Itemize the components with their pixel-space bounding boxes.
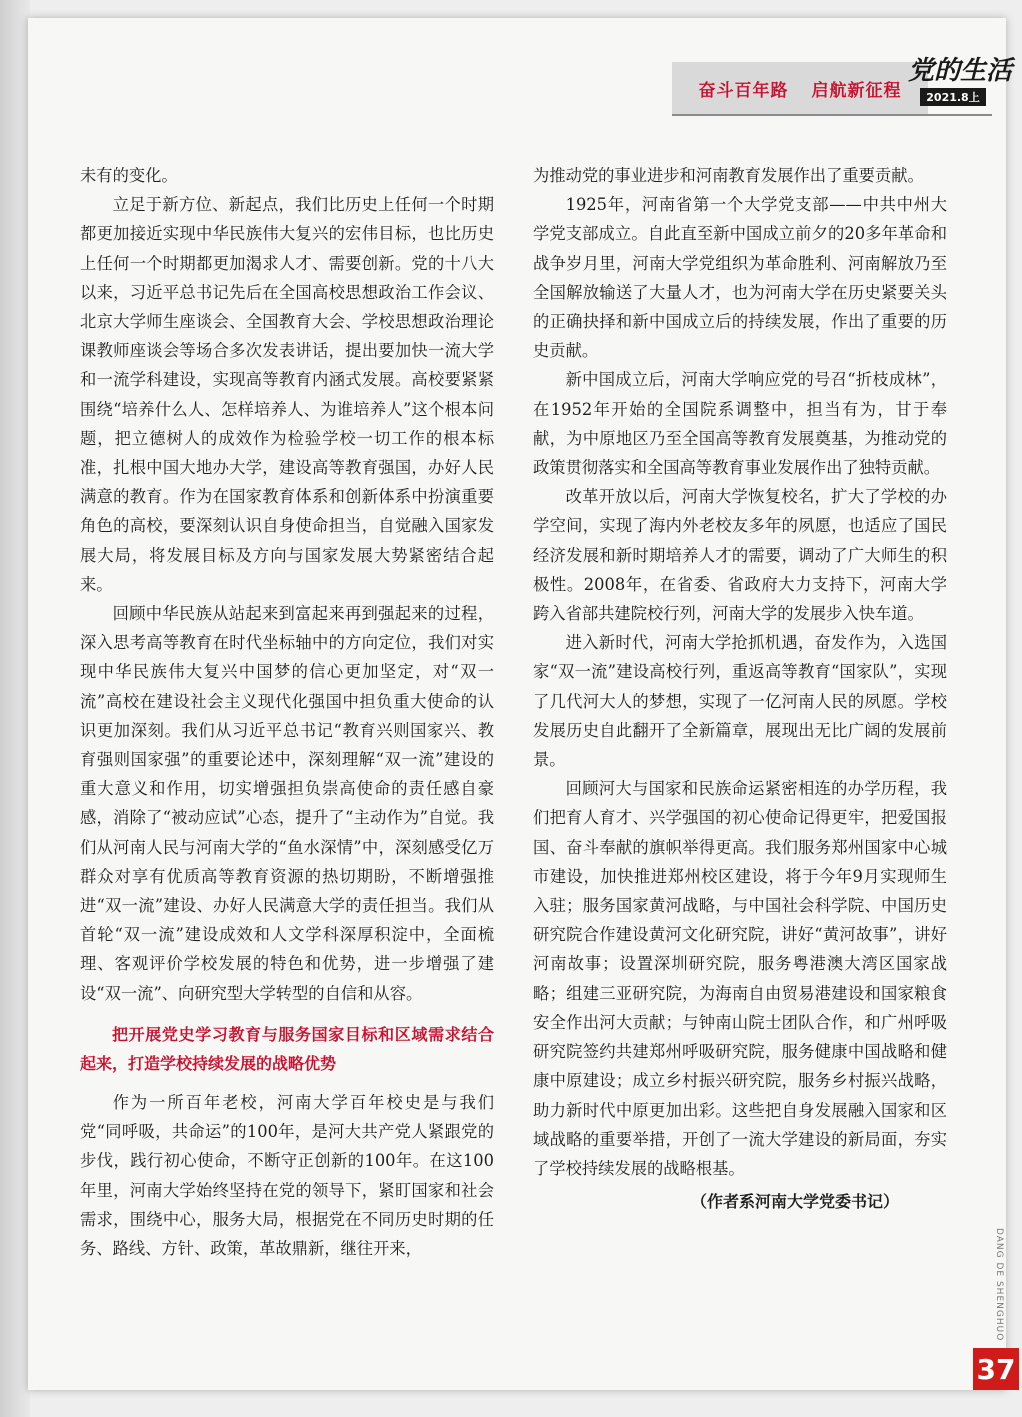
paragraph: 作为一所百年老校，河南大学百年校史是与我们党“同呼吸，共命运”的100年，是河大共产党人紧跟党的步伐，践行初心使命，不断守正创新的100年。在这100年里，河南大学始终坚持在党的领导下，紧盯国家和社会需求，围绕中心，服务大局，根据党在不同历史时期的任务、路线、方针、政策，革故鼎新，继往开来， <box>80 1092 494 1258</box>
paragraph: 未有的变化。 <box>80 166 178 185</box>
left-column <box>80 161 494 1263</box>
header-rule <box>672 114 992 116</box>
header-slogan-band <box>672 62 928 114</box>
magazine-brand <box>908 56 1013 106</box>
paragraph: 立足于新方位、新起点，我们比历史上任何一个时期都更加接近实现中华民族伟大复兴的宏伟目标，也比历史上任何一个时期都更加渴求人才、需要创新。党的十八大以来，习近平总书记先后在全国高校思想政治工作会议、北京大学师生座谈会、全国教育大会、学校思想政治理论课教师座谈会等场合多次发表讲话，提出要加快一流大学和一流学科建设，实现高等教育内涵式发展。高校要紧紧围绕“培养什么人、怎样培养人、为谁培养人”这个根本问题，把立德树人的成效作为检验学校一切工作的根本标准，扎根中国大地办大学，建设高等教育强国，办好人民满意的教育。作为在国家教育体系和创新体系中扮演重要角色的高校，要深刻认识自身使命担当，自觉融入国家发展大局，将发展目标及方向与国家发展大势紧密结合起来。 <box>80 195 494 594</box>
magazine-logo: 党的生活 <box>908 56 1013 86</box>
slogan-part-2: 启航新征程 <box>811 80 902 101</box>
paragraph: 1925年，河南省第一个大学党支部——中共中州大学党支部成立。自此直至新中国成立前夕的20多年革命和战争岁月里，河南大学党组织为革命胜利、河南解放乃至全国解放输送了大量人才，也为河南大学在历史紧要关头的正确抉择和新中国成立后的持续发展，作出了重要的历史贡献。 <box>533 195 947 361</box>
author-byline: （作者系河南大学党委书记） <box>690 1192 899 1212</box>
page-number: 37 <box>973 1348 1019 1390</box>
paragraph: 新中国成立后，河南大学响应党的号召“折枝成林”，在1952年开始的全国院系调整中，担当有为，甘于奉献，为中原地区乃至全国高等教育发展奠基，为推动党的政策贯彻落实和全国高等教育事业发展作出了独特贡献。 <box>533 370 947 478</box>
paragraph: 回顾河大与国家和民族命运紧密相连的办学历程，我们把育人育才、兴学强国的初心使命记得更牢，把爱国报国、奋斗奉献的旗帜举得更高。我们服务郑州国家中心城市建设，加快推进郑州校区建设，将于今年9月实现师生入驻；服务国家黄河战略，与中国社会科学院、中国历史研究院合作建设黄河文化研究院，讲好“黄河故事”，讲好河南故事；设置深圳研究院，服务粤港澳大湾区国家战略；组建三亚研究院，为海南自由贸易港建设和国家粮食安全作出河大贡献；与钟南山院士团队合作，和广州呼吸研究院签约共建郑州呼吸研究院，服务健康中国战略和健康中原建设；成立乡村振兴研究院，服务乡村振兴战略，助力新时代中原更加出彩。这些把自身发展融入国家和区域战略的重要举措，开创了一流大学建设的新局面，夯实了学校持续发展的战略根基。 <box>533 779 947 1178</box>
side-vertical-text: DANG DE SHENGHUO <box>994 1228 1004 1342</box>
paragraph: 改革开放以后，河南大学恢复校名，扩大了学校的办学空间，实现了海内外老校友多年的夙愿，也适应了国民经济发展和新时期培养人才的需要，调动了广大师生的积极性。2008年，在省委、省政府大力支持下，河南大学跨入省部共建院校行列，河南大学的发展步入快车道。 <box>533 487 947 624</box>
paragraph: 回顾中华民族从站起来到富起来再到强起来的过程，深入思考高等教育在时代坐标轴中的方向定位，我们对实现中华民族伟大复兴中国梦的信心更加坚定，对“双一流”高校在建设社会主义现代化强国中担负重大使命的认识更加深刻。我们从习近平总书记“教育兴则国家兴、教育强则国家强”的重要论述中，深刻理解“双一流”建设的重大意义和作用，切实增强担负崇高使命的责任感自豪感，消除了“被动应试”心态，提升了“主动作为”自觉。我们从河南人民与河南大学的“鱼水深情”中，深刻感受亿万群众对享有优质高等教育资源的热切期盼，不断增强推进“双一流”建设、办好人民满意大学的责任担当。我们从首轮“双一流”建设成效和人文学科深厚积淀中，全面梳理、客观评价学校发展的特色和优势，进一步增强了建设“双一流”、向研究型大学转型的自信和从容。 <box>80 604 494 1003</box>
paragraph: 为推动党的事业进步和河南教育发展作出了重要贡献。 <box>533 166 924 185</box>
magazine-page <box>28 18 1016 1390</box>
slogan-part-1: 奋斗百年路 <box>698 80 789 101</box>
right-column <box>533 161 947 1216</box>
issue-badge: 2021.8上 <box>920 88 985 106</box>
header-slogan <box>691 76 910 101</box>
paragraph: 进入新时代，河南大学抢抓机遇，奋发作为，入选国家“双一流”建设高校行列，重返高等教育“国家队”，实现了几代河大人的梦想，实现了一亿河南人民的夙愿。学校发展历史自此翻开了全新篇章，展现出无比广阔的发展前景。 <box>533 633 947 770</box>
section-heading: 把开展党史学习教育与服务国家目标和区域需求结合起来，打造学校持续发展的战略优势 <box>80 1024 494 1073</box>
page-gutter-shadow <box>0 0 30 1417</box>
